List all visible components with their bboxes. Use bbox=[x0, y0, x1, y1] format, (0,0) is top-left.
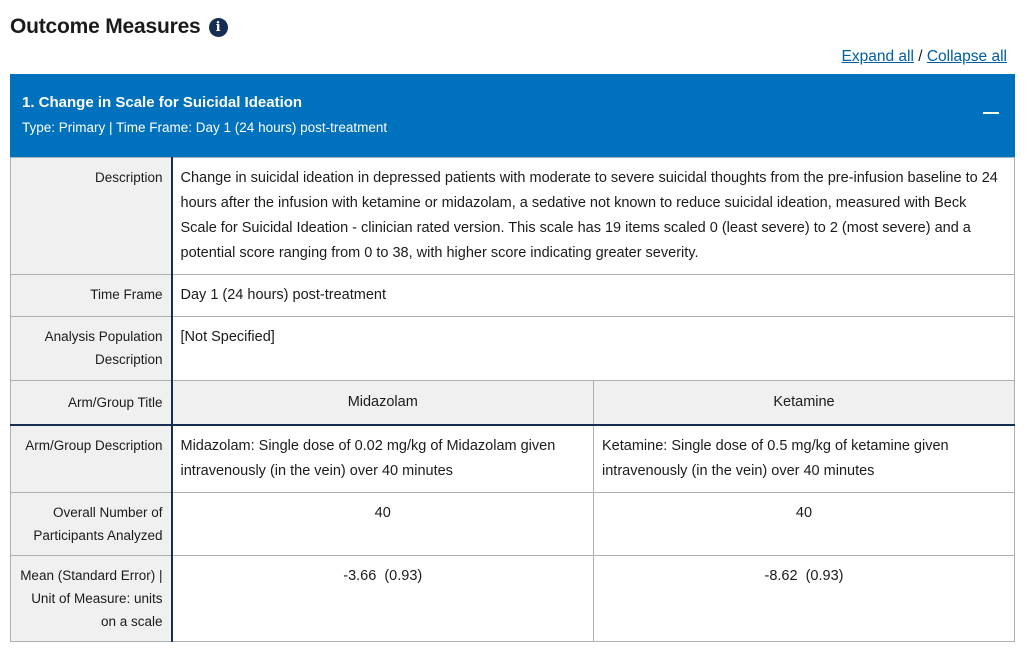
collapse-icon[interactable] bbox=[983, 112, 999, 114]
page-title-text: Outcome Measures bbox=[10, 15, 201, 38]
measure-subtitle: Type: Primary | Time Frame: Day 1 (24 hours) post-treatment bbox=[22, 120, 388, 135]
description-value: Change in suicidal ideation in depressed patients with moderate to severe suicidal thoughts from the pre-infusion baseline to 24 hours after the infusion with ketamine or midazolam, a sedative not known to reduce suicidal ideation, measured with Beck Scale for Suicidal Ideation - clinician rated version. This scale has 19 items scaled 0 (least severe) to 2 (most severe) and a potential score ranging from 0 to 38, with higher score indicating greater severity. bbox=[172, 158, 1015, 275]
row-label: Overall Number of Participants Analyzed bbox=[11, 492, 172, 555]
expand-collapse-links bbox=[842, 48, 1007, 66]
separator: / bbox=[918, 48, 923, 65]
outcome-table bbox=[10, 157, 1015, 642]
table-row bbox=[11, 158, 1015, 275]
collapse-all-link[interactable]: Collapse all bbox=[926, 48, 1007, 65]
arm-desc-ketamine: Ketamine: Single dose of 0.5 mg/kg of ketamine given intravenously (in the vein) over 40 minutes bbox=[594, 425, 1015, 493]
table-row bbox=[11, 555, 1015, 641]
overall-midazolam: 40 bbox=[172, 492, 594, 555]
population-value: [Not Specified] bbox=[172, 317, 1015, 381]
arm-title-midazolam: Midazolam bbox=[172, 381, 594, 425]
arm-title-ketamine: Ketamine bbox=[594, 381, 1015, 425]
table-row bbox=[11, 275, 1015, 317]
table-row bbox=[11, 425, 1015, 493]
measure-title: 1. Change in Scale for Suicidal Ideation bbox=[22, 94, 303, 111]
row-label: Description bbox=[11, 158, 172, 275]
row-label: Arm/Group Title bbox=[11, 381, 172, 425]
mean-midazolam: -3.66 (0.93) bbox=[172, 555, 594, 641]
arm-desc-midazolam: Midazolam: Single dose of 0.02 mg/kg of Midazolam given intravenously (in the vein) over 40 minutes bbox=[172, 425, 594, 493]
mean-ketamine: -8.62 (0.93) bbox=[594, 555, 1015, 641]
page-title bbox=[10, 15, 228, 39]
row-label: Analysis Population Description bbox=[11, 317, 172, 381]
table-row bbox=[11, 317, 1015, 381]
time-frame-value: Day 1 (24 hours) post-treatment bbox=[172, 275, 1015, 317]
overall-ketamine: 40 bbox=[594, 492, 1015, 555]
row-label: Time Frame bbox=[11, 275, 172, 317]
row-label: Arm/Group Description bbox=[11, 425, 172, 493]
table-row bbox=[11, 381, 1015, 425]
expand-all-link[interactable]: Expand all bbox=[841, 48, 914, 65]
row-label: Mean (Standard Error) | Unit of Measure: units on a scale bbox=[11, 555, 172, 641]
info-icon[interactable]: i bbox=[209, 18, 228, 37]
outcome-measure-header[interactable] bbox=[10, 74, 1015, 157]
table-row bbox=[11, 492, 1015, 555]
